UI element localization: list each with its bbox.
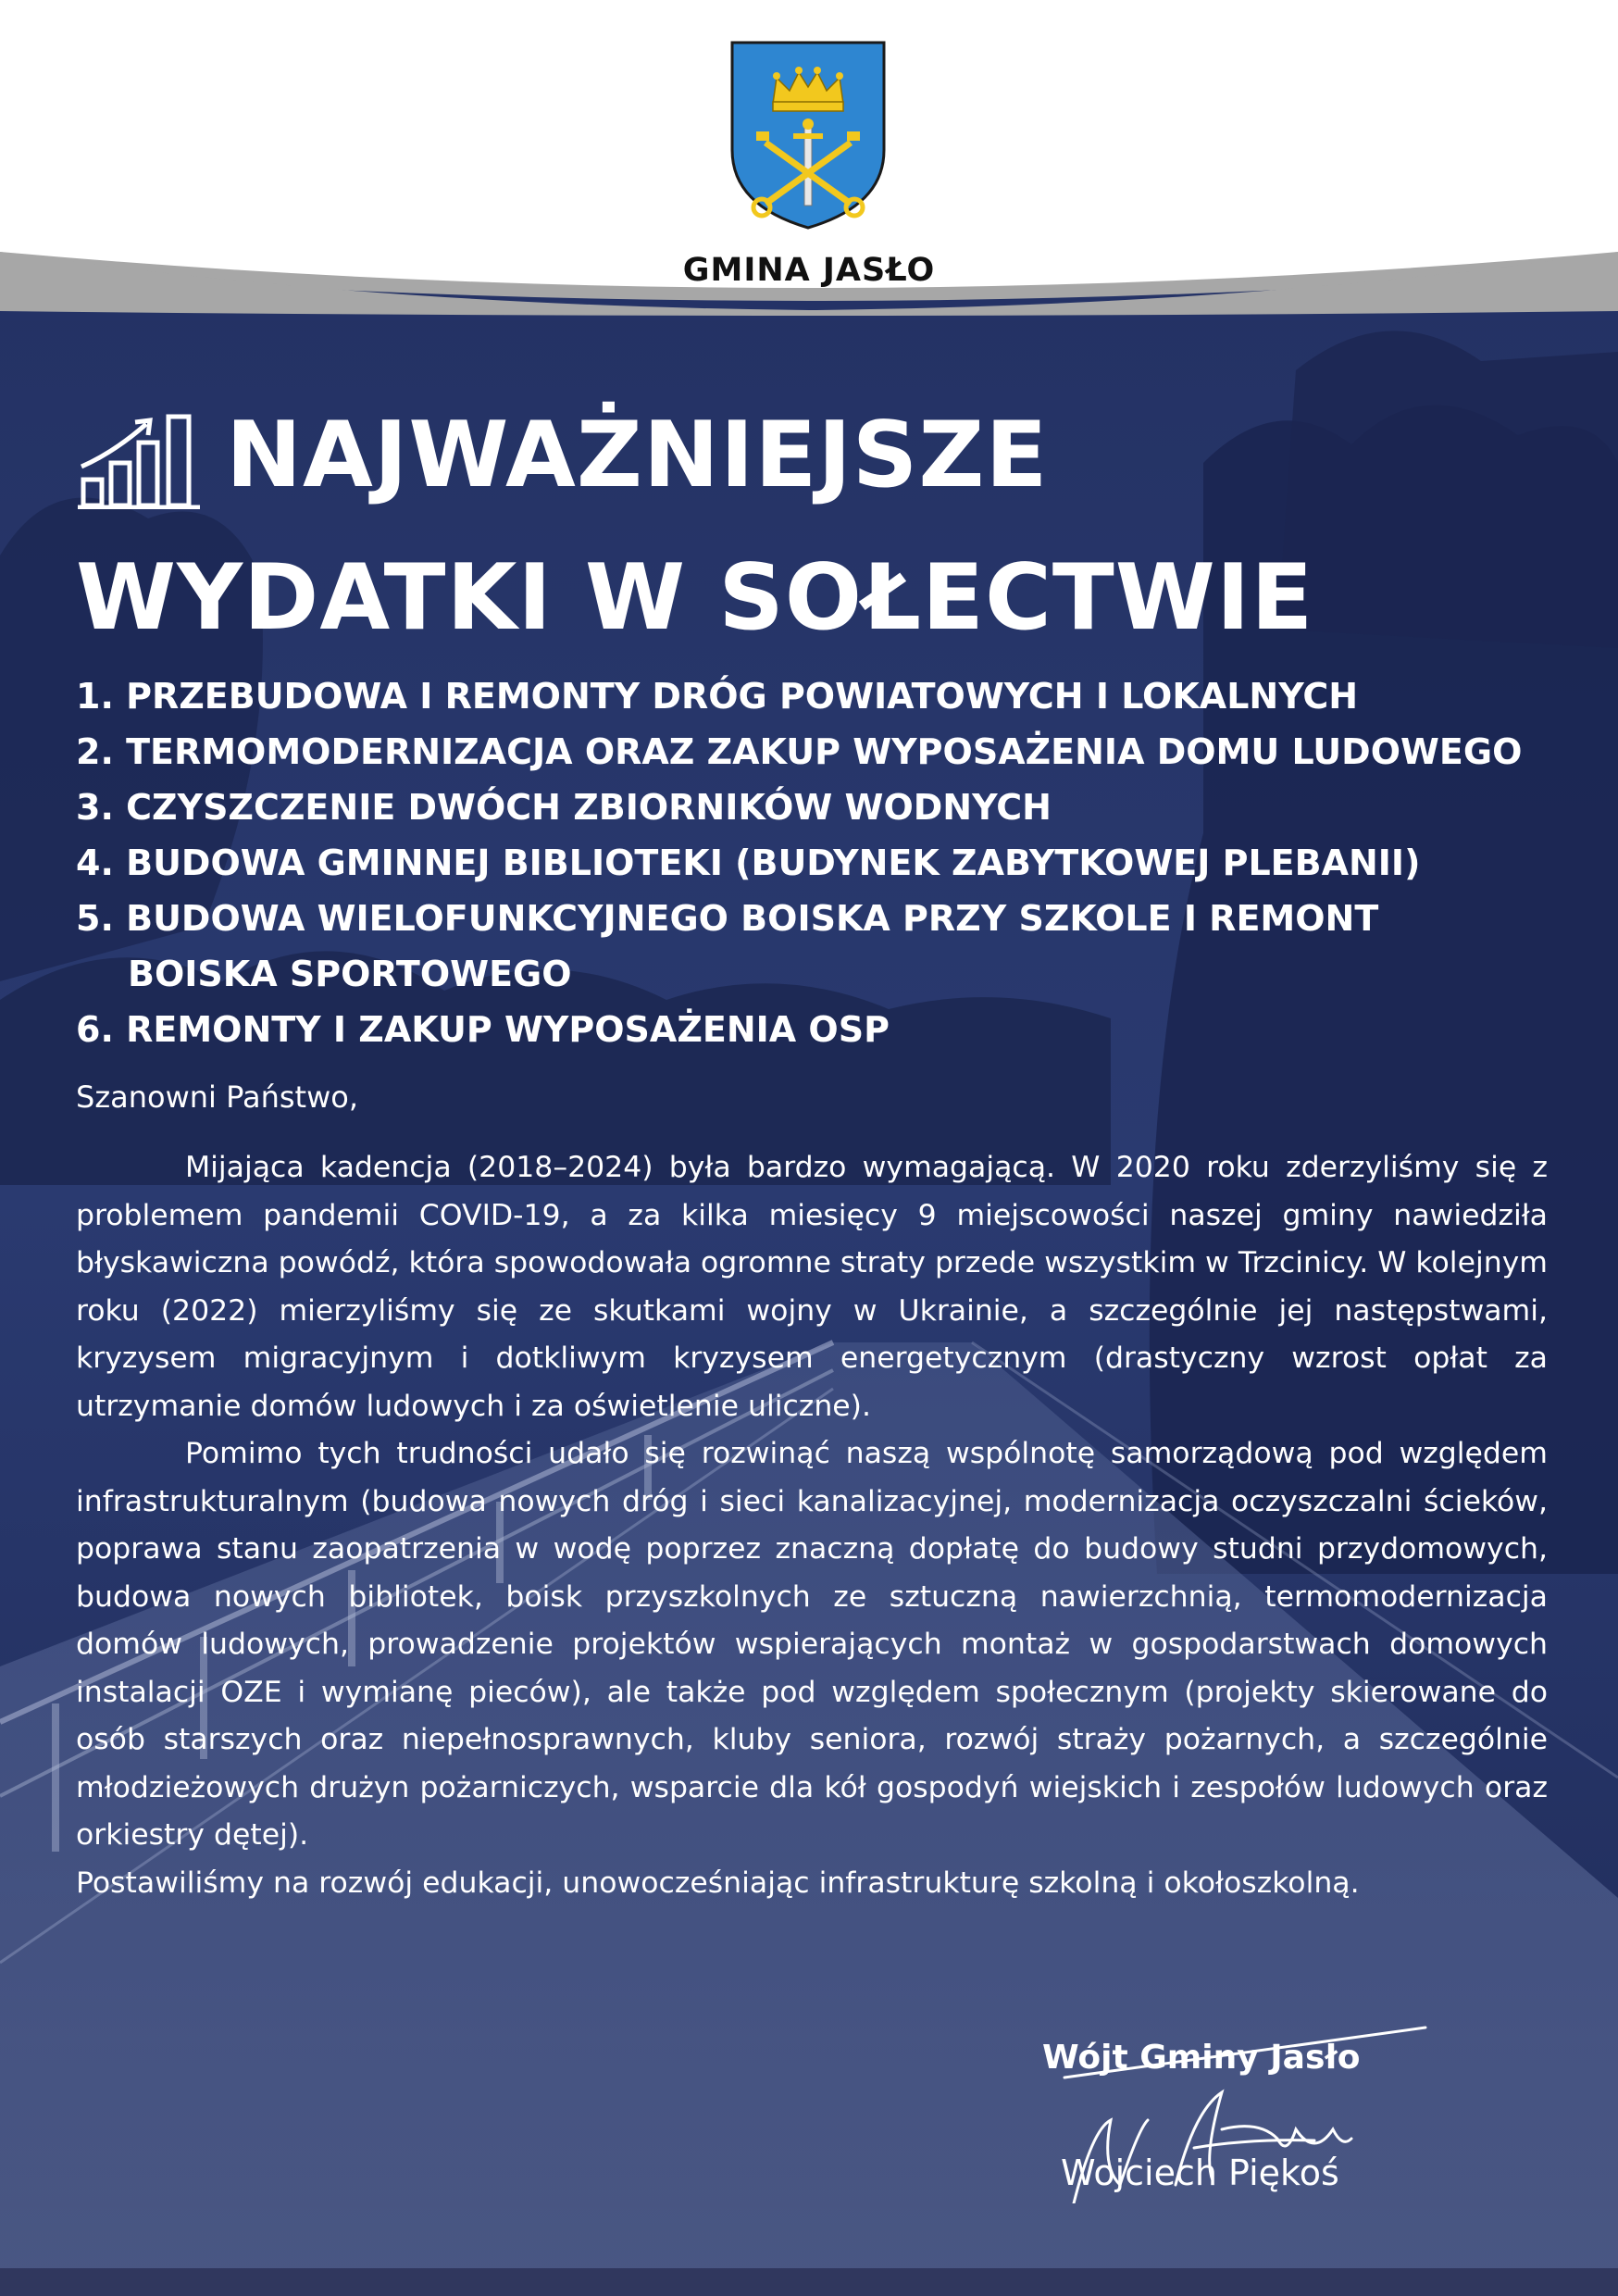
expenses-list bbox=[76, 668, 1594, 1057]
list-item: 3. CZYSZCZENIE DWÓCH ZBIORNIKÓW WODNYCH bbox=[76, 787, 1052, 828]
signature-name: Wojciech Piękoś bbox=[1061, 2152, 1339, 2193]
title-line-1: NAJWAŻNIEJSZE bbox=[226, 403, 1049, 508]
list-item: 2. TERMOMODERNIZACJA ORAZ ZAKUP WYPOSAŻENIA DOMU LUDOWEGO bbox=[76, 731, 1523, 772]
list-item: 5. BUDOWA WIELOFUNKCYJNEGO BOISKA PRZY SZKOLE I REMONT bbox=[76, 898, 1379, 939]
letter-greeting: Szanowni Państwo, bbox=[76, 1079, 358, 1115]
letter-paragraph: Mijająca kadencja (2018–2024) była bardzo wymagającą. W 2020 roku zderzyliśmy się z problemem pandemii COVID-19, a za kilka miesięcy 9 miejscowości naszej gminy nawiedziła błyskawiczna powódź, która spowodowała ogromne straty przede wszystkim w Trzcinicy. W kolejnym roku (2022) mierzyliśmy się ze skutkami wojny w Ukrainie, a szczególnie jej następstwami, kryzysem migracyjnym i dotkliwym kryzysem energetycznym (drastyczny wzrost opłat za utrzymanie domów ludowych i za oświetlenie uliczne). bbox=[76, 1151, 1548, 1423]
letter-paragraph: Pomimo tych trudności udało się rozwinąć naszą wspólnotę samorządową pod względem infrastrukturalnym (budowa nowych dróg i sieci kanalizacyjnej, modernizacja oczyszczalni ścieków, poprawa stanu zaopatrzenia w wodę poprzez znaczną dopłatę do budowy studni przydomowych, budowa nowych bibliotek, boisk przyszkolnych ze sztuczną nawierzchnią, termomodernizacja domów ludowych, prowadzenie projektów wspierających montaż w gospodarstwach domowych instalacji OZE i wymianę pieców), ale także pod względem społecznym (projekty skierowane do osób starszych oraz niepełnosprawnych, kluby seniora, rozwój straży pożarnych, a szczególnie młodzieżowych drużyn pożarniczych, wsparcie dla kół gospodyń wiejskich i zespołów ludowych oraz orkiestry dętej). bbox=[76, 1437, 1548, 1852]
org-name: GMINA JASŁO bbox=[682, 252, 936, 289]
signature-title: Wójt Gminy Jasło bbox=[1042, 2039, 1361, 2077]
title-line-2: WYDATKI W SOŁECTWIE bbox=[76, 545, 1314, 651]
list-item: 1. PRZEBUDOWA I REMONTY DRÓG POWIATOWYCH I LOKALNYCH bbox=[76, 676, 1359, 717]
letter-body bbox=[76, 1144, 1548, 1907]
letter-paragraph: Postawiliśmy na rozwój edukacji, unowocześniając infrastrukturę szkolną i okołoszkolną. bbox=[76, 1866, 1360, 1900]
bar-chart-growth-icon bbox=[78, 406, 200, 509]
list-item: 4. BUDOWA GMINNEJ BIBLIOTEKI (BUDYNEK ZABYTKOWEJ PLEBANII) bbox=[76, 842, 1421, 883]
list-item: 6. REMONTY I ZAKUP WYPOSAŻENIA OSP bbox=[76, 1009, 890, 1050]
list-item-continuation: BOISKA SPORTOWEGO bbox=[128, 954, 572, 994]
